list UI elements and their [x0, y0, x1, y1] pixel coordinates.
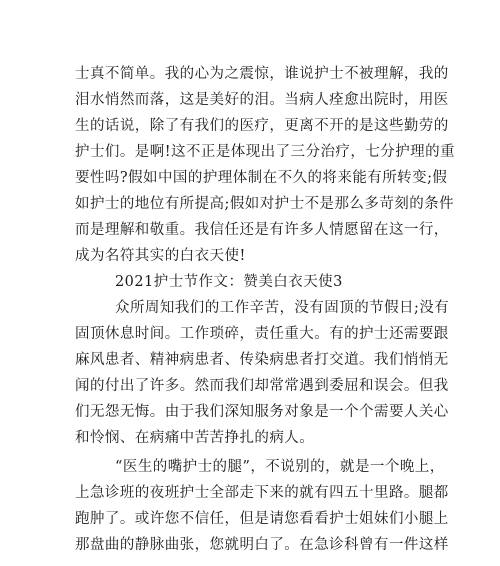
paragraph-1-line-2: 泪水悄然而落，这是美好的泪。当病人痊愈出院时，用医	[75, 92, 449, 108]
paragraph-3-line-2: 上急诊班的夜班护士全部走下来的就有四五十里路。腿都	[75, 485, 449, 501]
paragraph-1-line-8: 成为名符其实的白衣天使!	[75, 248, 246, 264]
paragraph-3-line-1: “医生的嘴护士的腿”，不说别的，就是一个晚上，	[115, 459, 445, 475]
paragraph-2-line-6: 和怜悯、在病痛中苦苦挣扎的病人。	[75, 430, 315, 446]
paragraph-2-line-1: 众所周知我们的工作辛苦，没有固顶的节假日;没有	[115, 300, 450, 316]
paragraph-2-line-5: 们无怨无悔。由于我们深知服务对象是一个个需要人关心	[75, 404, 449, 420]
paragraph-1-line-6: 如护士的地位有所提高;假如对护士不是那么多苛刻的条件	[75, 196, 455, 212]
paragraph-2-line-4: 闻的付出了许多。然而我们却常常遇到委屈和误会。但我	[75, 378, 449, 394]
paragraph-1-line-3: 生的话说，除了有我们的医疗，更离不开的是这些勤劳的	[75, 118, 449, 134]
section-heading: 2021护士节作文：赞美白衣天使3	[115, 274, 343, 290]
paragraph-1-line-5: 要性吗?假如中国的护理体制在不久的将来能有所转变;假	[75, 170, 448, 186]
paragraph-2-line-2: 固顶休息时间。工作琐碎，责任重大。有的护士还需要跟	[75, 326, 449, 342]
paragraph-3-line-4: 那盘曲的静脉曲张，您就明白了。在急诊科曾有一件这样	[75, 537, 449, 553]
paragraph-1-line-4: 护士们。是啊!这不正是体现出了三分治疗，七分护理的重	[75, 144, 456, 160]
paragraph-2-line-3: 麻风患者、精神病患者、传染病患者打交道。我们悄悄无	[75, 352, 449, 368]
paragraph-1-line-1: 士真不简单。我的心为之震惊，谁说护士不被理解，我的	[75, 66, 449, 82]
paragraph-3-line-3: 跑肿了。或许您不信任，但是请您看看护士姐妹们小腿上	[75, 511, 449, 527]
paragraph-1-line-7: 而是理解和敬重。我信任还是有许多人情愿留在这一行，	[75, 222, 449, 238]
